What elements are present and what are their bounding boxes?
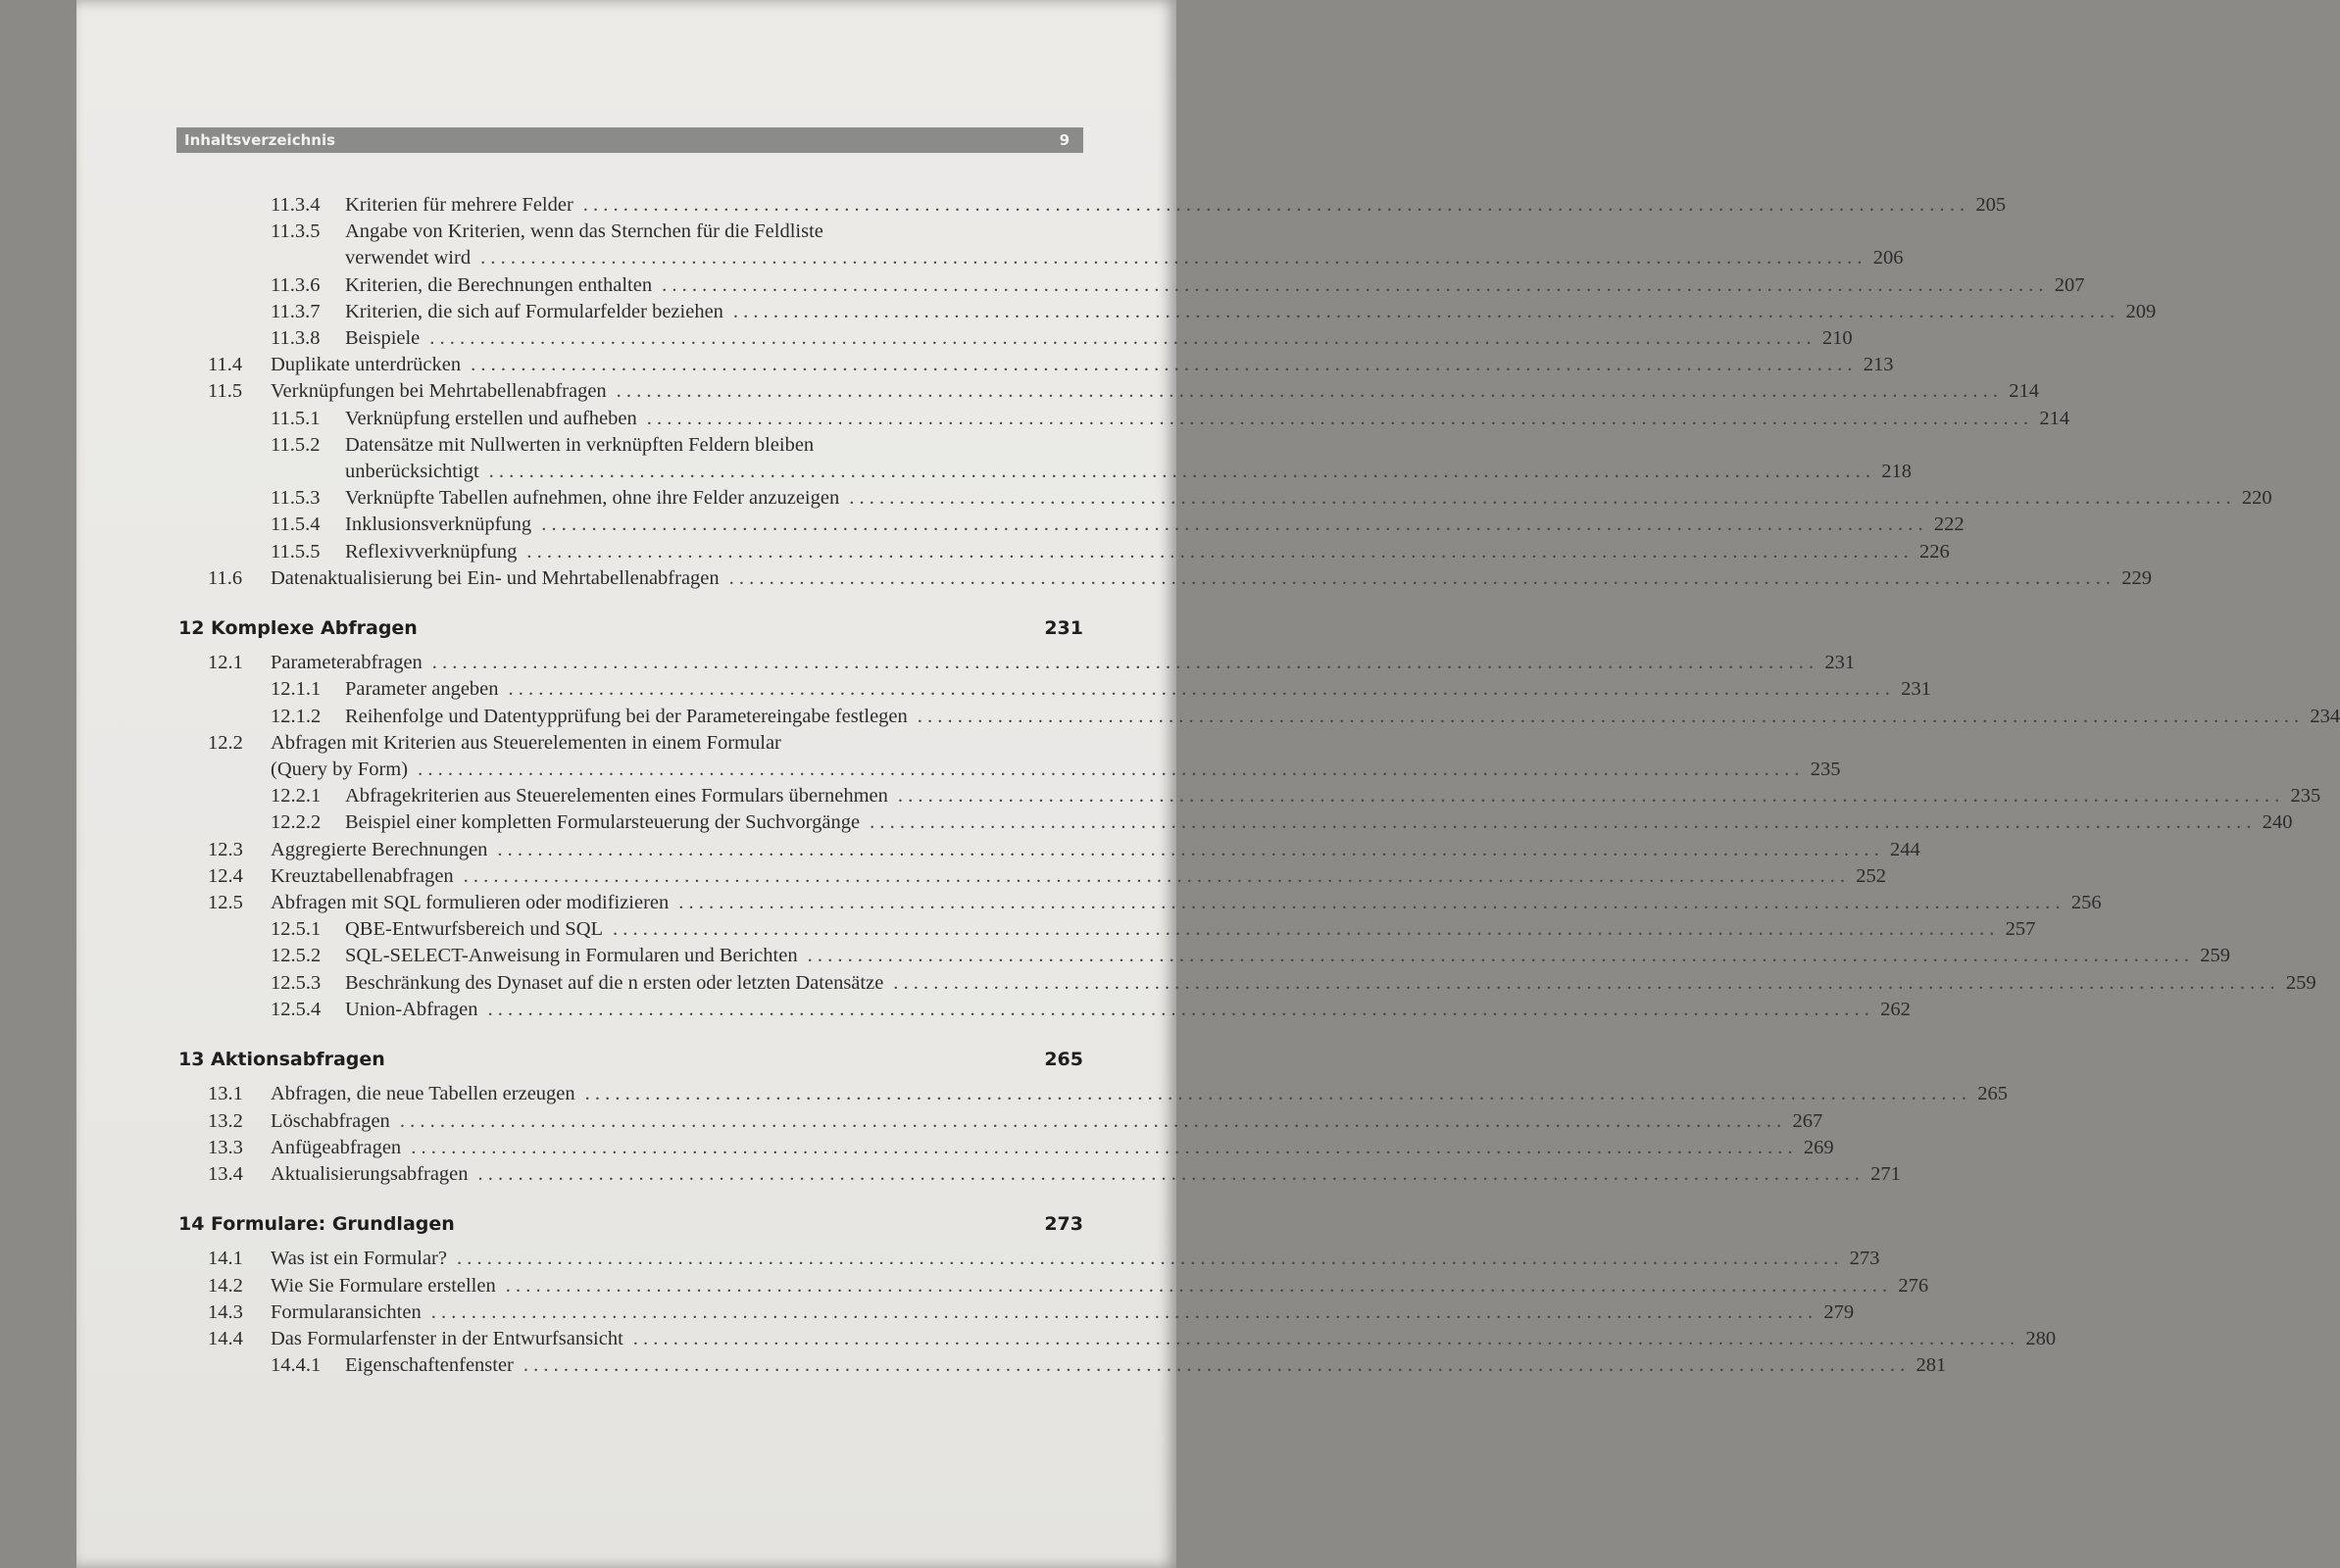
dot-leader bbox=[523, 1352, 1905, 1379]
page-number: 235 bbox=[1810, 759, 1841, 781]
page-number: 265 bbox=[1977, 1083, 2009, 1105]
section-title: verwendet wird bbox=[345, 247, 472, 270]
section-title: Das Formularfenster in der Entwurfsansicht bbox=[271, 1327, 623, 1349]
chapter-title: 12 Komplexe Abfragen bbox=[178, 617, 418, 640]
page-number: 205 bbox=[1975, 194, 2007, 216]
dot-leader bbox=[729, 565, 2111, 592]
toc-entry bbox=[208, 1273, 1929, 1299]
dot-leader bbox=[526, 539, 1908, 565]
section-number: 12.2.2 bbox=[271, 811, 322, 834]
section-number: 12.3 bbox=[208, 838, 243, 860]
page-number: 209 bbox=[2125, 300, 2157, 322]
dot-leader bbox=[918, 704, 2299, 730]
section-number: 13.3 bbox=[208, 1136, 243, 1158]
toc-entry bbox=[208, 1246, 1880, 1272]
page-number: 281 bbox=[1916, 1354, 1947, 1377]
toc-entry bbox=[208, 650, 1856, 676]
section-number: 12.2.1 bbox=[271, 785, 322, 808]
section-number: 13.2 bbox=[208, 1109, 243, 1132]
toc-entry bbox=[208, 565, 2153, 592]
section-number: 12.2 bbox=[208, 731, 243, 754]
section-number: 11.4 bbox=[208, 354, 243, 376]
section-title: Parameterabfragen bbox=[271, 652, 423, 674]
section-title: Reflexivverknüpfung bbox=[345, 540, 518, 563]
table-of-contents bbox=[178, 192, 2340, 1379]
toc-entry-continuation bbox=[208, 757, 1841, 783]
section-title: Angabe von Kriterien, wenn das Sternchen für die Feldliste bbox=[345, 220, 823, 243]
section-number: 14.3 bbox=[208, 1300, 243, 1323]
toc-entry bbox=[208, 863, 1887, 890]
dot-leader bbox=[633, 1326, 2015, 1352]
page-number: 207 bbox=[2054, 273, 2085, 296]
dot-leader bbox=[411, 1135, 1792, 1161]
dot-leader bbox=[893, 970, 2274, 997]
section-number: 11.5.3 bbox=[271, 487, 321, 510]
page-number: 256 bbox=[2070, 892, 2102, 914]
page-number: 279 bbox=[1823, 1300, 1855, 1323]
toc-entry bbox=[208, 432, 1083, 459]
section-number: 11.6 bbox=[208, 566, 243, 589]
toc-entry bbox=[208, 539, 1950, 565]
toc-entry bbox=[208, 406, 2070, 432]
dot-leader bbox=[429, 325, 1811, 352]
page-number: 220 bbox=[2241, 487, 2272, 510]
section-number: 12.4 bbox=[208, 864, 243, 887]
dot-leader bbox=[583, 192, 1965, 219]
page-number: 214 bbox=[2009, 380, 2040, 403]
toc-entry bbox=[208, 1326, 2057, 1352]
toc-entry bbox=[208, 730, 1083, 757]
section-title: Anfügeabfragen bbox=[271, 1136, 402, 1158]
toc-entry bbox=[208, 192, 2007, 219]
toc-entry bbox=[208, 783, 2321, 809]
page-number: 206 bbox=[1872, 247, 1904, 270]
toc-entry bbox=[208, 378, 2040, 405]
section-number: 11.5.2 bbox=[271, 433, 321, 456]
toc-entry bbox=[208, 943, 2230, 969]
dot-leader bbox=[613, 916, 1994, 943]
page-number: 213 bbox=[1863, 354, 1894, 376]
toc-entry bbox=[208, 1299, 1855, 1326]
section-number: 12.1.1 bbox=[271, 678, 322, 701]
dot-leader bbox=[808, 943, 2189, 969]
chapter-title: 13 Aktionsabfragen bbox=[178, 1049, 385, 1071]
chapter-heading bbox=[178, 615, 1083, 642]
toc-entry-continuation bbox=[208, 459, 1913, 485]
section-title: Was ist ein Formular? bbox=[271, 1248, 447, 1270]
section-title: Abfragekriterien aus Steuerelementen eines Formulars übernehmen bbox=[345, 785, 888, 808]
section-number: 12.5.1 bbox=[271, 918, 322, 941]
section-title: Reihenfolge und Datentypprüfung bei der Parametereingabe festlegen bbox=[345, 705, 908, 727]
page-number: 259 bbox=[2285, 971, 2316, 994]
section-number: 11.5.5 bbox=[271, 540, 321, 563]
section-title: Kriterien, die Berechnungen enthalten bbox=[345, 273, 653, 296]
dot-leader bbox=[647, 406, 2028, 432]
section-title: Kriterien, die sich auf Formularfelder beziehen bbox=[345, 300, 723, 322]
section-title: Eigenschaftenfenster bbox=[345, 1354, 514, 1377]
toc-entry bbox=[208, 890, 2102, 916]
dot-leader bbox=[509, 676, 1890, 703]
section-title: Beispiel einer kompletten Formularsteuerung der Suchvorgänge bbox=[345, 811, 861, 834]
section-number: 14.2 bbox=[208, 1274, 243, 1297]
section-title: Verknüpfung erstellen und aufheben bbox=[345, 407, 637, 429]
section-number: 11.3.5 bbox=[271, 220, 321, 243]
dot-leader bbox=[478, 1161, 1860, 1188]
toc-entry bbox=[208, 1108, 1823, 1135]
section-title: Verknüpfte Tabellen aufnehmen, ohne ihre Felder anzuzeigen bbox=[345, 487, 840, 510]
toc-entry bbox=[208, 1081, 2009, 1107]
section-number: 12.5.3 bbox=[271, 971, 322, 994]
section-title: Duplikate unterdrücken bbox=[271, 354, 462, 376]
toc-entry bbox=[208, 272, 2085, 299]
dot-leader bbox=[489, 459, 1870, 485]
dot-leader bbox=[585, 1081, 1967, 1107]
section-number: 11.3.8 bbox=[271, 327, 321, 350]
toc-entry bbox=[208, 485, 2272, 512]
toc-entry bbox=[208, 916, 2036, 943]
section-title: Abfragen mit SQL formulieren oder modifizieren bbox=[271, 892, 670, 914]
dot-leader bbox=[480, 245, 1862, 271]
dot-leader bbox=[432, 650, 1814, 676]
section-title: Beschränkung des Dynaset auf die n ersten oder letzten Datensätze bbox=[345, 971, 884, 994]
toc-entry bbox=[208, 512, 1965, 538]
dot-leader bbox=[497, 837, 1878, 863]
page-number: 273 bbox=[1849, 1248, 1880, 1270]
section-title: Löschabfragen bbox=[271, 1109, 390, 1132]
section-number: 12.1.2 bbox=[271, 705, 322, 727]
toc-entry bbox=[208, 219, 1083, 245]
section-number: 12.5.4 bbox=[271, 998, 322, 1020]
page-number: 226 bbox=[1918, 540, 1950, 563]
chapter-page-number: 231 bbox=[1044, 617, 1083, 640]
section-title: Formularansichten bbox=[271, 1300, 422, 1323]
section-title: Parameter angeben bbox=[345, 678, 499, 701]
page-number: 234 bbox=[2310, 705, 2340, 727]
section-number: 12.5 bbox=[208, 892, 243, 914]
dot-leader bbox=[418, 757, 1799, 783]
dot-leader bbox=[471, 352, 1852, 378]
section-title: Inklusionsverknüpfung bbox=[345, 514, 532, 536]
page-number: 222 bbox=[1933, 514, 1965, 536]
page-number: 280 bbox=[2025, 1327, 2057, 1349]
toc-entry bbox=[208, 970, 2316, 997]
dot-leader bbox=[870, 809, 2251, 836]
chapter-page-number: 273 bbox=[1044, 1213, 1083, 1236]
page-number: 252 bbox=[1856, 864, 1887, 887]
section-number: 13.1 bbox=[208, 1083, 243, 1105]
dot-leader bbox=[541, 512, 1922, 538]
section-number: 14.4.1 bbox=[271, 1354, 322, 1377]
toc-entry bbox=[208, 704, 2340, 730]
section-title: QBE-Entwurfsbereich und SQL bbox=[345, 918, 604, 941]
toc-entry bbox=[208, 325, 1853, 352]
toc-entry bbox=[208, 997, 1911, 1023]
dot-leader bbox=[849, 485, 2230, 512]
toc-entry-continuation bbox=[208, 245, 1904, 271]
page-number: 262 bbox=[1880, 998, 1911, 1020]
toc-entry bbox=[208, 837, 1920, 863]
page-number: 259 bbox=[2200, 945, 2230, 967]
section-title: Abfragen mit Kriterien aus Steuerelementen in einem Formular bbox=[271, 731, 781, 754]
header-page-number: 9 bbox=[1059, 131, 1070, 149]
page-number: 218 bbox=[1881, 461, 1913, 483]
chapter-heading bbox=[178, 1211, 1083, 1238]
page-number: 244 bbox=[1890, 838, 1920, 860]
section-number: 11.3.7 bbox=[271, 300, 321, 322]
page-number: 267 bbox=[1792, 1109, 1823, 1132]
section-number: 14.1 bbox=[208, 1248, 243, 1270]
chapter-title: 14 Formulare: Grundlagen bbox=[178, 1213, 455, 1236]
section-title: Datenaktualisierung bei Ein- und Mehrtabellenabfragen bbox=[271, 566, 720, 589]
dot-leader bbox=[506, 1273, 1887, 1299]
page-number: 271 bbox=[1870, 1162, 1901, 1185]
section-number: 13.4 bbox=[208, 1162, 243, 1185]
section-title: Union-Abfragen bbox=[345, 998, 478, 1020]
section-title: Wie Sie Formulare erstellen bbox=[271, 1274, 496, 1297]
page-number: 276 bbox=[1898, 1274, 1929, 1297]
toc-entry bbox=[208, 1161, 1901, 1188]
section-number: 14.4 bbox=[208, 1327, 243, 1349]
running-header bbox=[176, 127, 1083, 153]
section-number: 11.5 bbox=[208, 380, 243, 403]
dot-leader bbox=[678, 890, 2060, 916]
section-number: 12.1 bbox=[208, 652, 243, 674]
section-number: 11.5.1 bbox=[271, 407, 321, 429]
dot-leader bbox=[464, 863, 1845, 890]
section-title: Aktualisierungsabfragen bbox=[271, 1162, 469, 1185]
dot-leader bbox=[662, 272, 2043, 299]
page-number: 231 bbox=[1824, 652, 1856, 674]
toc-entry bbox=[208, 1352, 1947, 1379]
dot-leader bbox=[431, 1299, 1813, 1326]
section-title: Aggregierte Berechnungen bbox=[271, 838, 488, 860]
section-number: 11.5.4 bbox=[271, 514, 321, 536]
page-number: 210 bbox=[1821, 327, 1853, 350]
section-title: SQL-SELECT-Anweisung in Formularen und Berichten bbox=[345, 945, 798, 967]
section-title: Kreuztabellenabfragen bbox=[271, 864, 454, 887]
section-title: Kriterien für mehrere Felder bbox=[345, 194, 573, 216]
chapter-heading bbox=[178, 1047, 1083, 1073]
toc-entry bbox=[208, 299, 2157, 325]
header-title: Inhaltsverzeichnis bbox=[184, 131, 336, 149]
toc-entry bbox=[208, 676, 1931, 703]
dot-leader bbox=[733, 299, 2115, 325]
toc-entry bbox=[208, 1135, 1834, 1161]
page-number: 240 bbox=[2262, 811, 2293, 834]
section-title: (Query by Form) bbox=[271, 759, 409, 781]
dot-leader bbox=[457, 1246, 1838, 1272]
section-title: unberücksichtigt bbox=[345, 461, 479, 483]
toc-entry bbox=[208, 352, 1894, 378]
section-number: 12.5.2 bbox=[271, 945, 322, 967]
dot-leader bbox=[898, 783, 2279, 809]
section-title: Beispiele bbox=[345, 327, 421, 350]
page-number: 214 bbox=[2039, 407, 2070, 429]
section-title: Abfragen, die neue Tabellen erzeugen bbox=[271, 1083, 575, 1105]
section-title: Verknüpfungen bei Mehrtabellenabfragen bbox=[271, 380, 607, 403]
page-number: 257 bbox=[2005, 918, 2036, 941]
page-number: 229 bbox=[2121, 566, 2153, 589]
page-number: 269 bbox=[1803, 1136, 1834, 1158]
page-number: 235 bbox=[2290, 785, 2321, 808]
toc-entry bbox=[208, 809, 2293, 836]
chapter-page-number: 265 bbox=[1044, 1049, 1083, 1071]
section-title: Datensätze mit Nullwerten in verknüpften Feldern bleiben bbox=[345, 433, 815, 456]
section-number: 11.3.4 bbox=[271, 194, 321, 216]
page-number: 231 bbox=[1901, 678, 1931, 701]
dot-leader bbox=[487, 997, 1868, 1023]
dot-leader bbox=[617, 378, 1998, 405]
section-number: 11.3.6 bbox=[271, 273, 321, 296]
dot-leader bbox=[400, 1108, 1781, 1135]
